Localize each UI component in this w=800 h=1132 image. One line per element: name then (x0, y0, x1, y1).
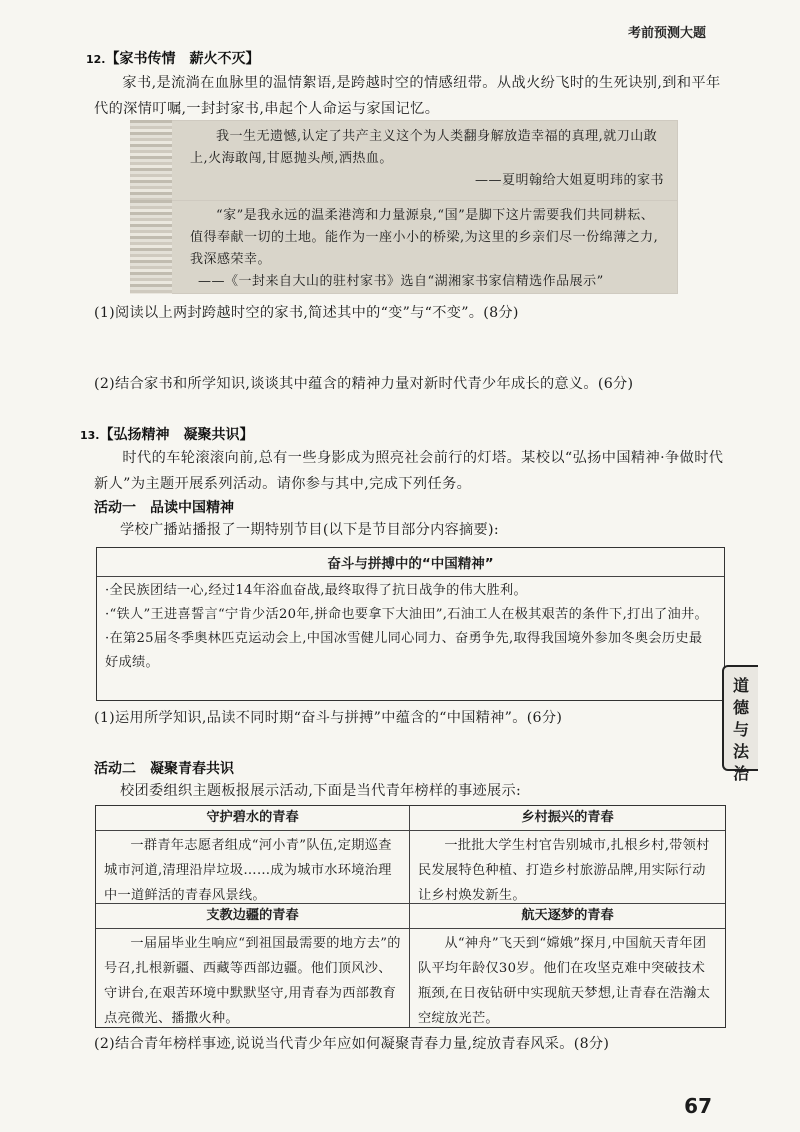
grid-cell-border-teaching (96, 904, 410, 1027)
letter-card-2 (130, 200, 678, 294)
grid-cell-text: 一群青年志愿者组成“河小青”队伍,定期巡查城市河道,清理沿岸垃圾……成为城市水环境治理中一道鲜活的青春风景线。 (104, 838, 392, 903)
letter-2-signature: ——《一封来自大山的驻村家书》选自“湖湘家书家信精选作品展示” (198, 274, 604, 289)
grid-cell-water (96, 806, 410, 904)
subject-side-tab (722, 665, 758, 783)
grid-cell-text: 从“神舟”飞天到“嫦娥”探月,中国航天青年团队平均年龄仅30岁。他们在攻坚克难中突破技术瓶颈,在日夜钻研中实现航天梦想,让青春在浩瀚太空绽放光芒。 (418, 936, 711, 1026)
q13-intro: 时代的车轮滚滚向前,总有一些身影成为照亮社会前行的灯塔。某校以“弘扬中国精神·争做时代新人”为主题开展系列活动。请你参与其中,完成下列任务。 (94, 450, 724, 492)
activity-2-question: (2)结合青年榜样事迹,说说当代青少年应如何凝聚青春力量,绽放青春风采。(8分) (94, 1036, 610, 1052)
grid-cell-title: 航天逐梦的青春 (410, 904, 725, 929)
activity-2-intro: 校团委组织主题板报展示活动,下面是当代青年榜样的事迹展示: (120, 783, 522, 799)
q12-subquestion-1: (1)阅读以上两封跨越时空的家书,简述其中的“变”与“不变”。(8分) (94, 305, 519, 321)
q13-title: 【弘扬精神 凝聚共识】 (99, 427, 254, 443)
grid-cell-text: 一届届毕业生响应“到祖国最需要的地方去”的号召,扎根新疆、西藏等西部边疆。他们顶风沙、守讲台,在艰苦环境中默默坚守,用青春为西部教育点亮微光、播撒火种。 (104, 936, 401, 1026)
letter-card-1 (130, 120, 678, 204)
side-tab-char: 与 (732, 720, 749, 739)
grid-cell-text: 一批批大学生村官告别城市,扎根乡村,带领村民发展特色种植、打造乡村旅游品牌,用实际行动让乡村焕发新生。 (418, 838, 710, 903)
activity-1-title: 活动一 品读中国精神 (94, 500, 234, 516)
side-tab-char: 治 (732, 764, 749, 783)
running-header: 考前预测大题 (627, 26, 706, 41)
spirit-item: ·全民族团结一心,经过14年浴血奋战,最终取得了抗日战争的伟大胜利。 (105, 583, 527, 598)
spirit-item: ·“铁人”王进喜誓言“宁肯少活20年,拼命也要拿下大油田”,石油工人在极其艰苦的条件下,打出了油井。 (105, 607, 709, 622)
grid-cell-title: 支教边疆的青春 (96, 904, 409, 929)
spirit-summary-box (96, 547, 725, 701)
side-tab-char: 法 (732, 742, 749, 761)
grid-cell-aerospace (410, 904, 725, 1027)
page-number: 67 (684, 1094, 712, 1118)
q13-heading (80, 424, 254, 444)
q13-number: 13. (80, 429, 100, 442)
letter-1-text: 我一生无遗憾,认定了共产主义这个为人类翻身解放造幸福的真理,就刀山敢上,火海敢闯,甘愿抛头颅,洒热血。 (190, 129, 658, 166)
q12-title: 【家书传情 薪火不灭】 (105, 51, 260, 67)
spirit-item: ·在第25届冬季奥林匹克运动会上,中国冰雪健儿同心同力、奋勇争先,取得我国境外参加冬奥会历史最好成绩。 (105, 631, 703, 670)
activity-2-title: 活动二 凝聚青春共识 (94, 761, 234, 777)
grid-cell-title: 守护碧水的青春 (96, 806, 409, 831)
side-tab-char: 道 (732, 676, 749, 695)
letter-1-signature: ——夏明翰给大姐夏明玮的家书 (474, 173, 664, 188)
torn-paper-edge (130, 120, 172, 204)
q12-heading (86, 48, 260, 68)
q12-number: 12. (86, 53, 106, 66)
torn-paper-edge (130, 200, 172, 294)
grid-cell-title: 乡村振兴的青春 (410, 806, 725, 831)
activity-1-question: (1)运用所学知识,品读不同时期“奋斗与拼搏”中蕴含的“中国精神”。(6分) (94, 710, 563, 726)
spirit-box-title: 奋斗与拼搏中的“中国精神” (97, 548, 724, 577)
youth-role-model-grid (95, 805, 726, 1028)
grid-cell-rural (410, 806, 725, 904)
letter-2-text: “家”是我永远的温柔港湾和力量源泉,“国”是脚下这片需要我们共同耕耘、值得奉献一切的土地。能作为一座小小的桥梁,为这里的乡亲们尽一份绵薄之力,我深感荣幸。 (190, 208, 659, 267)
q12-intro: 家书,是流淌在血脉里的温情絮语,是跨越时空的情感纽带。从战火纷飞时的生死诀别,到和平年代的深情叮嘱,一封封家书,串起个人命运与家国记忆。 (94, 75, 721, 117)
side-tab-char: 德 (732, 698, 749, 717)
q12-subquestion-2: (2)结合家书和所学知识,谈谈其中蕴含的精神力量对新时代青少年成长的意义。(6分) (94, 376, 634, 392)
activity-1-intro: 学校广播站播报了一期特别节目(以下是节目部分内容摘要): (120, 522, 499, 538)
